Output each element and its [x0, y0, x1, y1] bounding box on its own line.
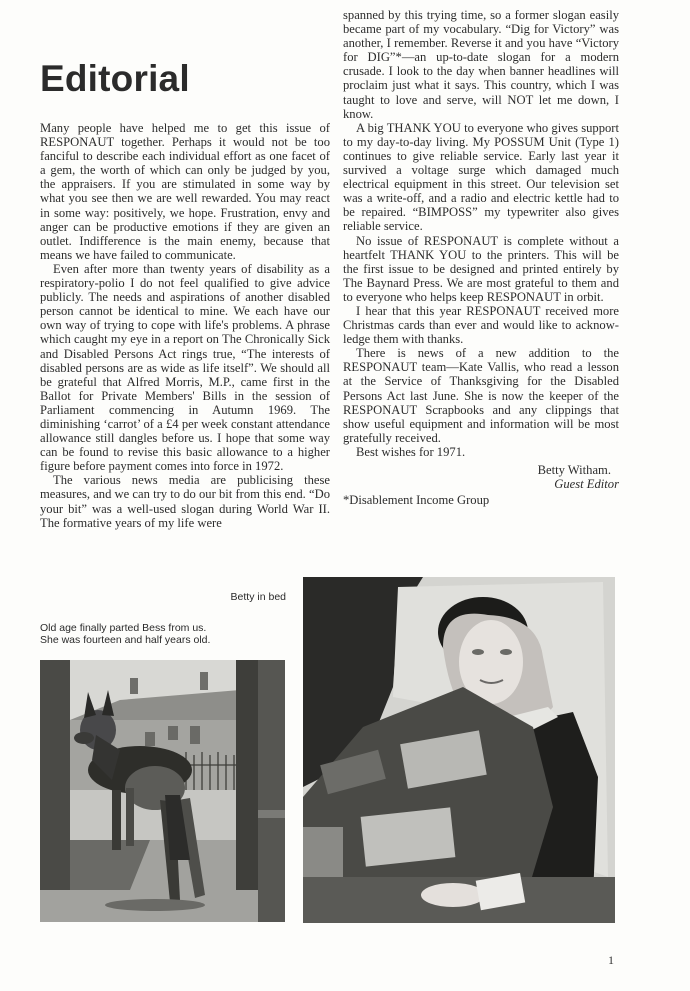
page-title: Editorial: [40, 58, 190, 99]
footnote: *Disablement Income Group: [343, 493, 490, 508]
paragraph: Best wishes for 1971.: [356, 444, 466, 459]
caption-line: Old age finally parted Bess from us.: [40, 622, 207, 634]
signature-role: Guest Editor: [554, 477, 619, 492]
paragraph: spanned by this trying time, so a former slogan easily became part of my vocabulary. “Dig for Victory” was another, I remember. Reverse it and you have “Victory for DIG”*—an up-to-date slogan for a modern crusade. I look to the day when banner headlines will proclaim just what it says. This country, which I was taught to love and serve, will NOT let me down, I know.: [343, 8, 619, 121]
photo-betty: [303, 577, 615, 923]
page-number: 1: [608, 953, 614, 967]
caption-line: She was fourteen and half years old.: [40, 634, 211, 646]
paragraph: Even after more than twenty years of disability as a respiratory-polio I do not feel qualified to give advice publicly. The needs and aspirations of another disabled person cannot be identical to mine. We each have our own way of trying to cope with life's problems. A phrase which caught my eye in a report on The Chronically Sick and Disabled Persons Act rings true, “The interests of disabled persons are as wide as life itself”. We should all be grateful that Alfred Morris, M.P., came first in the Ballot for Private Members' Bills in the session of Parliament commencing in Autumn 1969. The diminishing ‘carrot’ of a £4 per week constant attendance allowance still dangles before us. I hope that some way can be found to revise this basic allowance to a higher figure before payment comes into force in 1972.: [40, 261, 330, 474]
photo-caption-dog: [40, 622, 290, 646]
article-right-column: [343, 8, 619, 507]
betty-photo-image: [303, 577, 615, 923]
paragraph: Many people have helped me to get this issue of RESPONAUT together. Perhaps it would not be too fanciful to describe each individual effort as one facet of a gem, the worth of which can only be judged by you, the appraisers. If you are stimulated in some way by what you see then we are well rewarded. You may react in some way: positively, we hope. Frustration, envy and anger can be productive emotions if they are given an outlet. Indifference is the main enemy, because that means we have failed to communicate.: [40, 121, 330, 262]
paragraph: A big THANK YOU to everyone who gives support to my day-to-day living. My POSSUM Unit (Type 1) continues to give reliable service. Early last year it survived a voltage surge which damaged much electrical equipment in this street. Our television set was a write-off, and a radio and electric kettle had to be repaired. “BIMPOSS” my typewriter also gives reliable service.: [343, 120, 619, 234]
signature: [343, 463, 619, 491]
paragraph: I hear that this year RESPONAUT received more Christmas cards than ever and would like to acknow-ledge them with thanks.: [343, 303, 619, 347]
photo-dog: [40, 660, 285, 922]
paragraph: There is news of a new addition to the RESPONAUT team—Kate Vallis, who read a lesson at the Service of Thanksgiving for the Disabled Persons Act last June. She is now the keeper of the RESPONAUT Scrapbooks and any clippings that show useful equipment and information will be most gratefully received.: [343, 346, 619, 445]
signature-name: Betty Witham.: [537, 463, 611, 477]
dog-photo-image: [40, 660, 285, 922]
article-left-column: [40, 121, 330, 530]
paragraph: The various news media are publicising these measures, and we can try to do our bit from this end. “Do your bit” was a well-used slogan during World War II. The formative years of my life were: [40, 473, 330, 530]
photo-caption-betty: Betty in bed: [230, 591, 286, 603]
paragraph: No issue of RESPONAUT is complete without a heartfelt THANK YOU to the printers. This will be the first issue to be designed and printed entirely by The Baynard Press. We are most grateful to them and to everyone who helps keep RESPONAUT in orbit.: [343, 233, 619, 304]
